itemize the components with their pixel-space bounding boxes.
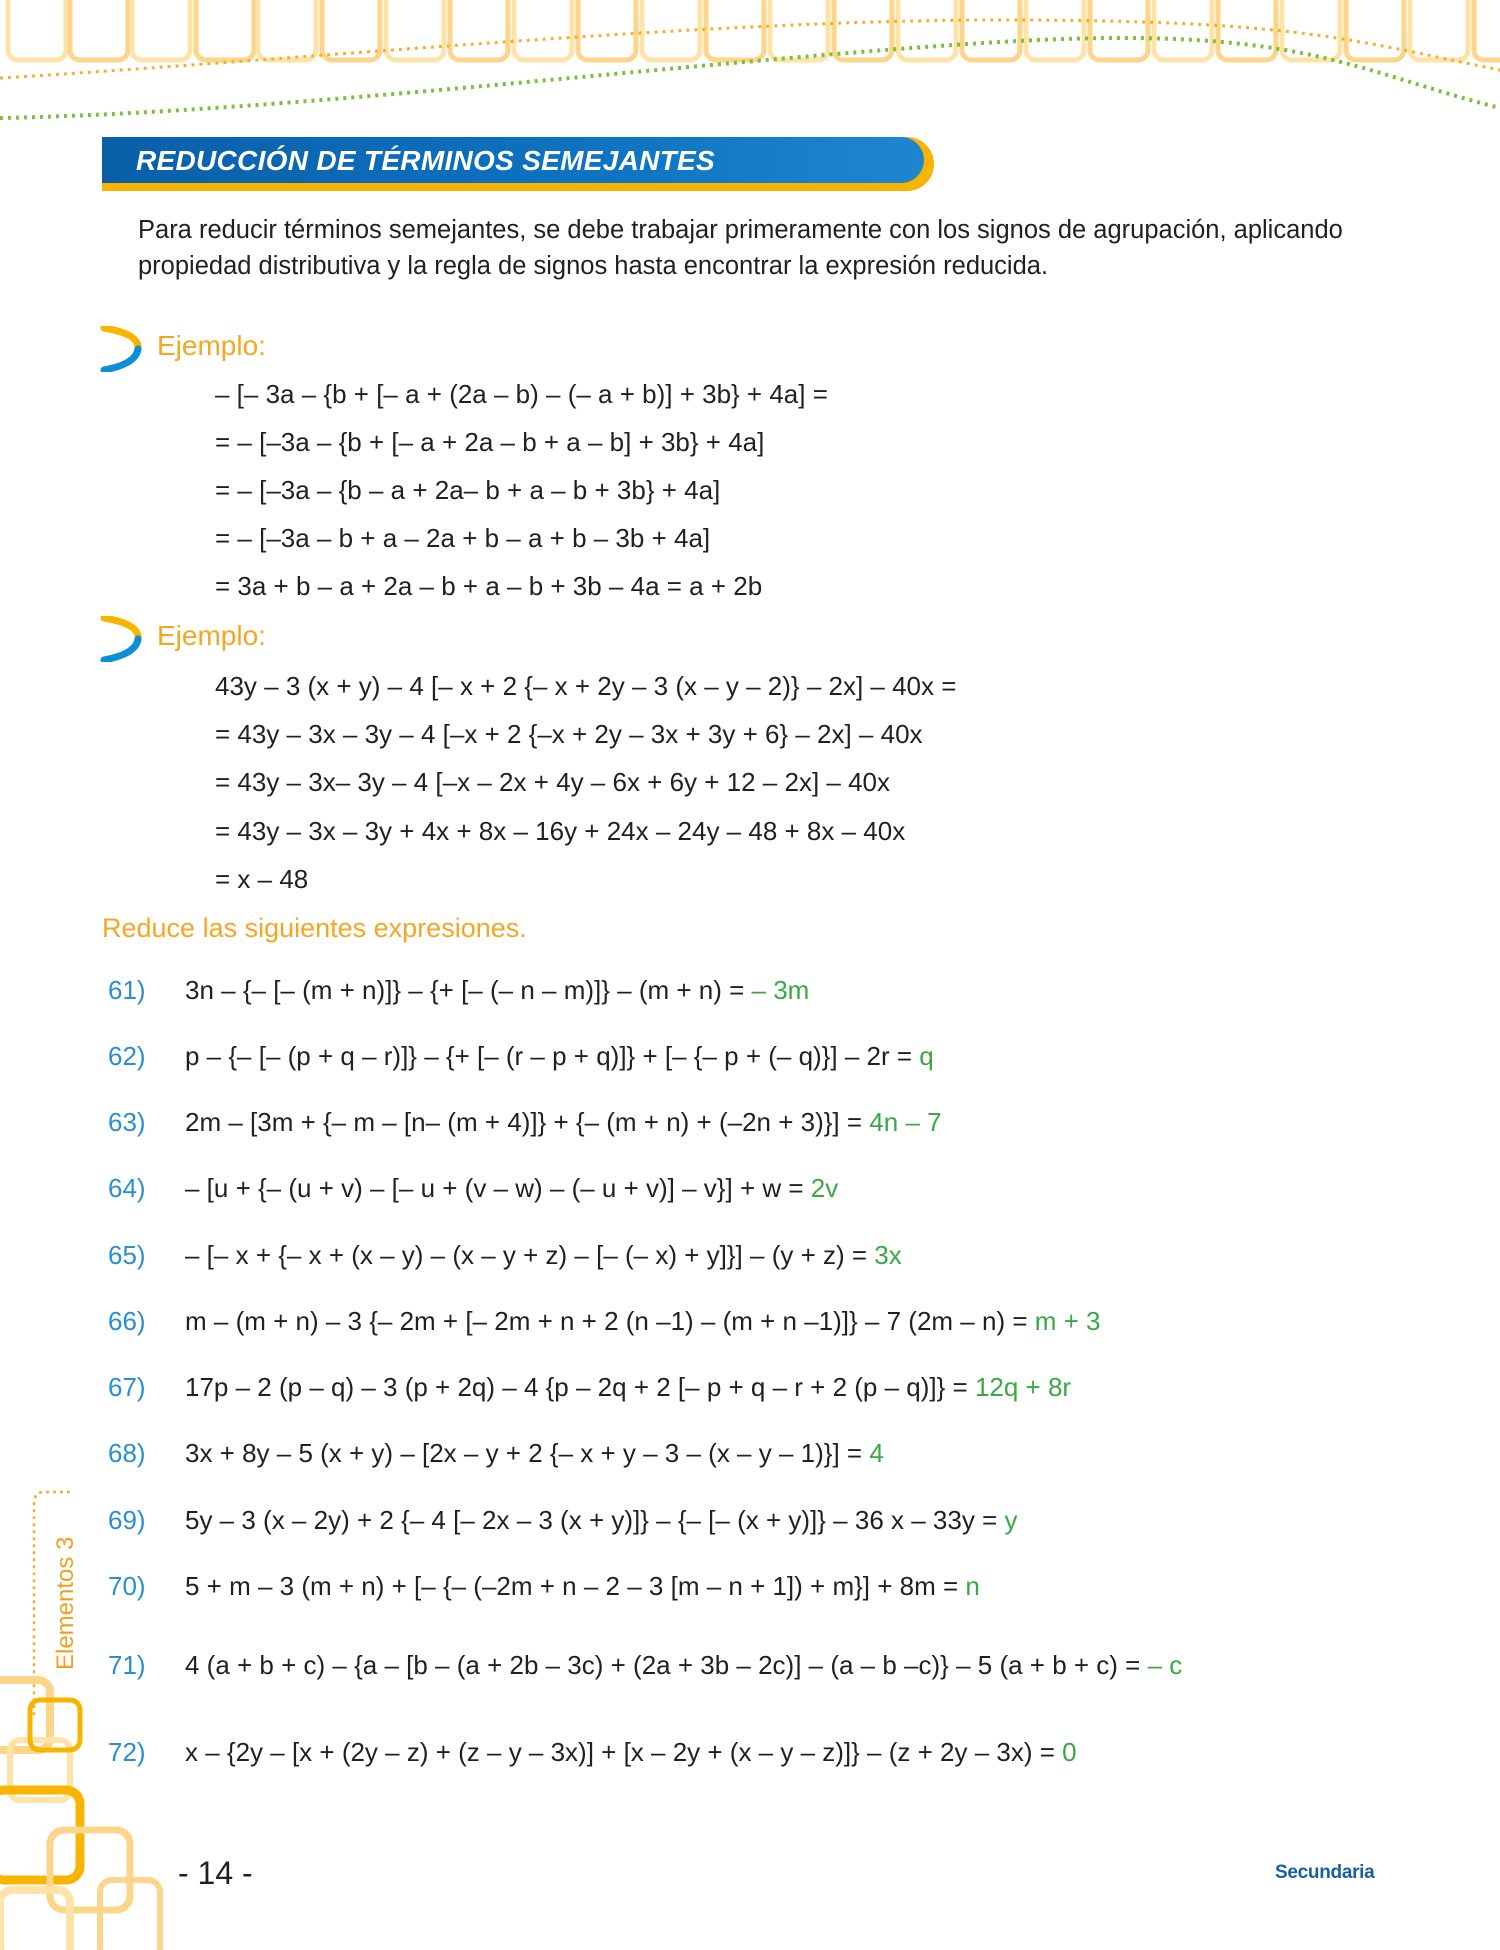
expression-text: m – (m + n) – 3 {– 2m + [– 2m + n + 2 (n –1) – (m + n –1)]} – 7 (2m – n) = (185, 1306, 1035, 1336)
exercise-answer: q (919, 1041, 934, 1071)
example-2-line: = 43y – 3x – 3y – 4 [–x + 2 {–x + 2y – 3x + 3y + 6} – 2x] – 40x (215, 719, 923, 749)
exercise-number: 71) (108, 1650, 146, 1680)
exercise-answer: 2v (810, 1173, 839, 1203)
top-decoration (0, 0, 1500, 140)
example-1-line: = – [–3a – {b + [– a + 2a – b + a – b] + 3b} + 4a] (215, 427, 765, 457)
exercise-number: 67) (108, 1372, 146, 1402)
exercise-answer: 4 (869, 1438, 884, 1468)
exercise-expression (185, 1505, 1017, 1536)
example-chevron-icon (100, 326, 142, 372)
example-1-line: – [– 3a – {b + [– a + (2a – b) – (– a + b)] + 3b} + 4a] = (215, 379, 828, 409)
example-chevron-icon (100, 616, 142, 662)
exercise-expression (185, 1306, 1101, 1337)
exercise-expression (185, 1372, 1071, 1403)
section-banner-blue (102, 137, 924, 183)
example-2-line: = 43y – 3x – 3y + 4x + 8x – 16y + 24x – 24y – 48 + 8x – 40x (215, 816, 906, 846)
expression-text: 4 (a + b + c) – {a – [b – (a + 2b – 3c) + (2a + 3b – 2c)] – (a – b –c)} – 5 (a + b + c) = (185, 1650, 1148, 1680)
exercise-number: 65) (108, 1240, 146, 1270)
example-2-label: Ejemplo: (157, 620, 266, 651)
example-1-label: Ejemplo: (157, 330, 266, 361)
expression-text: 3n – {– [– (m + n)]} – {+ [– (– n – m)]} – (m + n) = (185, 975, 752, 1005)
exercise-expression (185, 1240, 902, 1271)
example-1-line: = – [–3a – b + a – 2a + b – a + b – 3b + 4a] (215, 523, 711, 553)
intro-paragraph: Para reducir términos semejantes, se debe trabajar primeramente con los signos de agrupación, aplicando propiedad distributiva y la regla de signos hasta encontrar la expresión reducida. (138, 216, 1343, 280)
example-2-line: = x – 48 (215, 864, 309, 894)
exercise-number: 70) (108, 1571, 146, 1601)
expression-text: – [u + {– (u + v) – [– u + (v – w) – (– u + v)] – v}] + w = (185, 1173, 811, 1203)
exercise-expression (185, 1107, 942, 1138)
exercise-answer: 4n – 7 (869, 1107, 942, 1137)
exercise-expression (185, 1650, 1182, 1681)
expression-text: p – {– [– (p + q – r)]} – {+ [– (r – p + q)]} + [– {– p + (– q)}] – 2r = (185, 1041, 920, 1071)
exercise-answer: n (965, 1571, 980, 1601)
expression-text: 5 + m – 3 (m + n) + [– {– (–2m + n – 2 – 3 [m – n + 1]) + m}] + 8m = (185, 1571, 966, 1601)
exercise-expression (185, 1438, 884, 1469)
exercise-answer: m + 3 (1034, 1306, 1101, 1336)
page-number: - 14 - (178, 1855, 253, 1891)
example-1-line: = 3a + b – a + 2a – b + a – b + 3b – 4a = a + 2b (215, 571, 763, 601)
expression-text: 17p – 2 (p – q) – 3 (p + 2q) – 4 {p – 2q + 2 [– p + q – r + 2 (p – q)]} = (185, 1372, 975, 1402)
exercise-answer: 0 (1062, 1737, 1077, 1767)
exercise-number: 61) (108, 975, 146, 1005)
expression-text: 3x + 8y – 5 (x + y) – [2x – y + 2 {– x + y – 3 – (x – y – 1)}] = (185, 1438, 870, 1468)
exercise-instruction: Reduce las siguientes expresiones. (102, 913, 527, 943)
section-title: REDUCCIÓN DE TÉRMINOS SEMEJANTES (136, 145, 715, 176)
exercise-answer: – c (1147, 1650, 1183, 1680)
footer-label: Secundaria (1275, 1862, 1375, 1883)
exercise-answer: – 3m (751, 975, 810, 1005)
bottom-decoration (0, 1590, 220, 1950)
expression-text: – [– x + {– x + (x – y) – (x – y + z) – [– (– x) + y]}] – (y + z) = (185, 1240, 875, 1270)
section-banner (102, 137, 934, 191)
exercise-expression (185, 975, 809, 1006)
exercise-number: 68) (108, 1438, 146, 1468)
exercise-number: 62) (108, 1041, 146, 1071)
exercise-number: 72) (108, 1737, 146, 1767)
exercise-expression (185, 1737, 1077, 1768)
expression-text: 5y – 3 (x – 2y) + 2 {– 4 [– 2x – 3 (x + y)]} – {– [– (x + y)]} – 36 x – 33y = (185, 1505, 1005, 1535)
exercise-number: 63) (108, 1107, 146, 1137)
sidebar-label: Elementos 3 (52, 1536, 79, 1670)
expression-text: 2m – [3m + {– m – [n– (m + 4)]} + {– (m + n) + (–2n + 3)}] = (185, 1107, 870, 1137)
example-2-line: = 43y – 3x– 3y – 4 [–x – 2x + 4y – 6x + 6y + 12 – 2x] – 40x (215, 767, 890, 797)
exercise-answer: y (1004, 1505, 1018, 1535)
example-2-line: 43y – 3 (x + y) – 4 [– x + 2 {– x + 2y – 3 (x – y – 2)} – 2x] – 40x = (215, 671, 957, 701)
exercise-number: 64) (108, 1173, 146, 1203)
example-1-line: = – [–3a – {b – a + 2a– b + a – b + 3b} + 4a] (215, 475, 721, 505)
exercise-number: 69) (108, 1505, 146, 1535)
exercise-expression (185, 1173, 838, 1204)
exercise-answer: 12q + 8r (974, 1372, 1072, 1402)
exercise-answer: 3x (874, 1240, 902, 1270)
expression-text: x – {2y – [x + (2y – z) + (z – y – 3x)] + [x – 2y + (x – y – z)]} – (z + 2y – 3x) = (185, 1737, 1063, 1767)
exercise-number: 66) (108, 1306, 146, 1336)
exercise-expression (185, 1041, 934, 1072)
exercise-expression (185, 1571, 980, 1602)
